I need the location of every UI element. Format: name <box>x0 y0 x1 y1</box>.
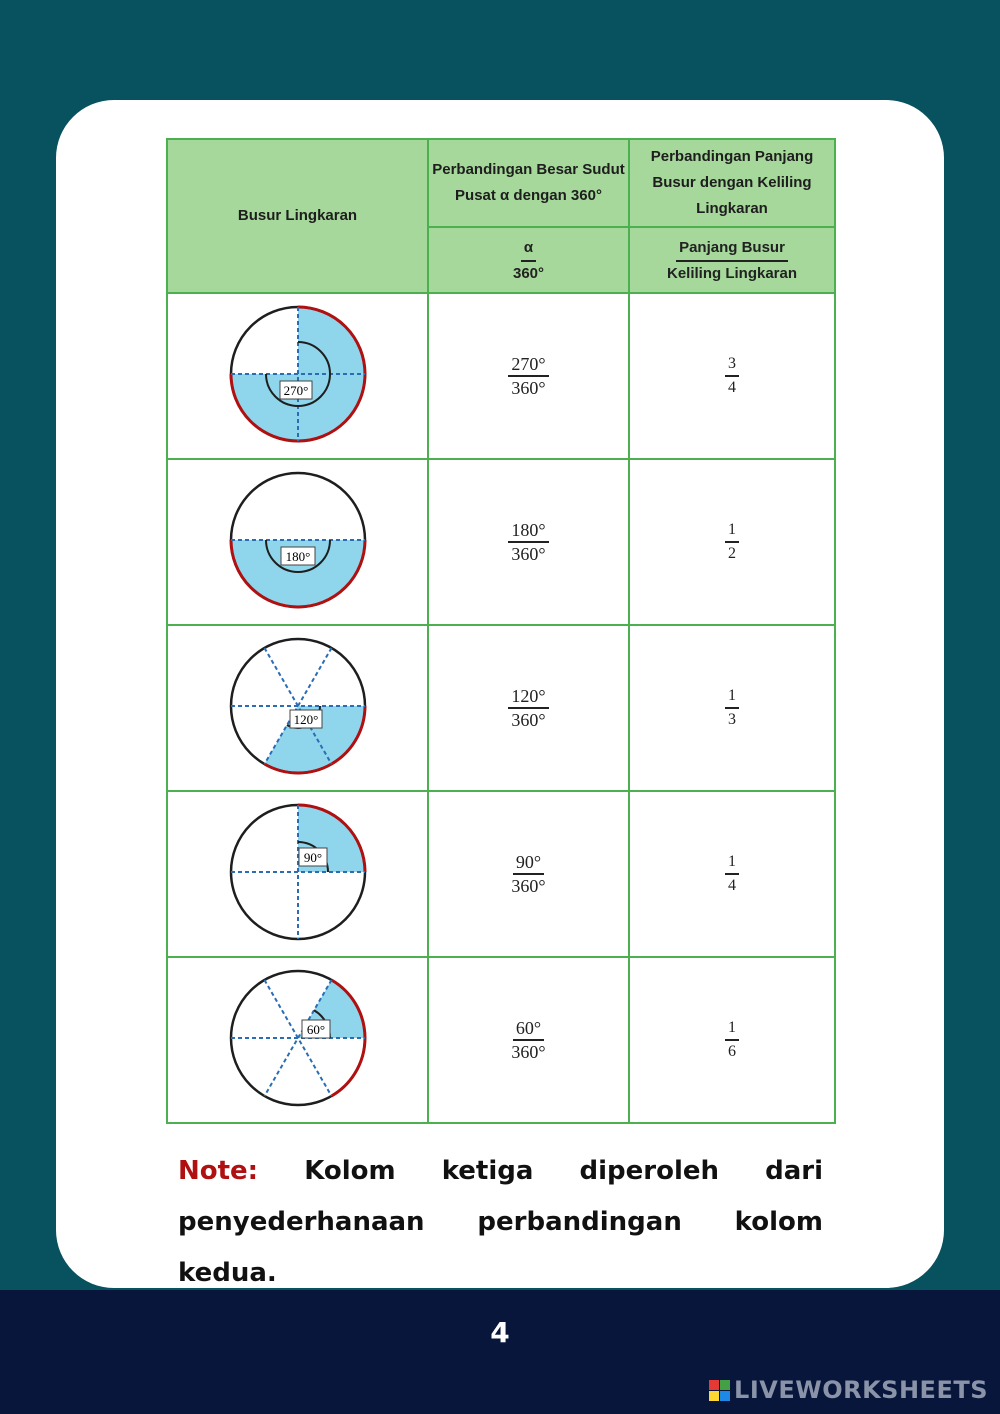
simplified-cell <box>629 957 835 1123</box>
note-text: Kolom ketiga diperoleh dari penyederhanaan perbandingan kolom kedua. <box>178 1156 823 1288</box>
simplified-numerator: 1 <box>725 852 739 875</box>
header-arc-fraction <box>629 227 835 293</box>
ratio-denominator: 360° <box>511 378 546 398</box>
table-row <box>167 957 835 1123</box>
header-panjang-busur: Perbandingan Panjang Busur dengan Keliling Lingkaran <box>629 139 835 227</box>
simplified-numerator: 3 <box>725 354 739 377</box>
simplified-denominator: 6 <box>728 1043 736 1060</box>
arc-numerator: Panjang Busur <box>676 237 788 262</box>
liveworksheets-logo-icon <box>709 1380 730 1401</box>
angle-label: 120° <box>293 711 318 727</box>
simplified-numerator: 1 <box>725 520 739 543</box>
simplified-denominator: 3 <box>728 711 736 728</box>
angle-label: 60° <box>306 1021 325 1037</box>
circle-diagram-90 <box>228 802 368 942</box>
ratio-denominator: 360° <box>511 710 546 730</box>
circle-diagram-270 <box>228 304 368 444</box>
table-row <box>167 625 835 791</box>
ratio-cell <box>428 459 629 625</box>
angle-label: 270° <box>283 382 308 398</box>
brand-watermark <box>709 1376 988 1404</box>
table-row <box>167 293 835 459</box>
circle-cell <box>167 459 428 625</box>
ratio-cell <box>428 293 629 459</box>
note-label: Note: <box>178 1156 259 1186</box>
note-paragraph <box>178 1146 823 1299</box>
circle-cell <box>167 625 428 791</box>
simplified-denominator: 2 <box>728 545 736 562</box>
ratio-numerator: 120° <box>508 686 548 709</box>
simplified-cell <box>629 791 835 957</box>
ratio-denominator: 360° <box>511 876 546 896</box>
angle-label: 180° <box>285 548 310 564</box>
alpha-numerator: α <box>521 237 536 262</box>
angle-label: 90° <box>303 849 322 865</box>
ratio-numerator: 90° <box>513 852 544 875</box>
simplified-denominator: 4 <box>728 379 736 396</box>
header-alpha-fraction <box>428 227 629 293</box>
page-number: 4 <box>490 1316 510 1349</box>
ratio-cell <box>428 957 629 1123</box>
circle-diagram-60 <box>228 968 368 1108</box>
header-sudut-pusat: Perbandingan Besar Sudut Pusat α dengan 360° <box>428 139 629 227</box>
simplified-cell <box>629 293 835 459</box>
circle-cell <box>167 957 428 1123</box>
ratio-numerator: 270° <box>508 354 548 377</box>
simplified-numerator: 1 <box>725 1018 739 1041</box>
alpha-denominator: 360° <box>512 265 545 282</box>
simplified-numerator: 1 <box>725 686 739 709</box>
arc-denominator: Keliling Lingkaran <box>666 265 798 282</box>
simplified-cell <box>629 625 835 791</box>
circle-cell <box>167 293 428 459</box>
ratio-numerator: 60° <box>513 1018 544 1041</box>
ratio-numerator: 180° <box>508 520 548 543</box>
footer-bar <box>0 1290 1000 1414</box>
simplified-cell <box>629 459 835 625</box>
ratio-denominator: 360° <box>511 1042 546 1062</box>
simplified-denominator: 4 <box>728 877 736 894</box>
circle-diagram-120 <box>228 636 368 776</box>
table-row <box>167 791 835 957</box>
circle-cell <box>167 791 428 957</box>
arc-ratio-table <box>166 138 836 1124</box>
ratio-denominator: 360° <box>511 544 546 564</box>
brand-text: LIVEWORKSHEETS <box>734 1376 988 1404</box>
header-busur-lingkaran: Busur Lingkaran <box>167 139 428 293</box>
circle-diagram-180 <box>228 470 368 610</box>
table-row <box>167 459 835 625</box>
ratio-cell <box>428 625 629 791</box>
ratio-cell <box>428 791 629 957</box>
